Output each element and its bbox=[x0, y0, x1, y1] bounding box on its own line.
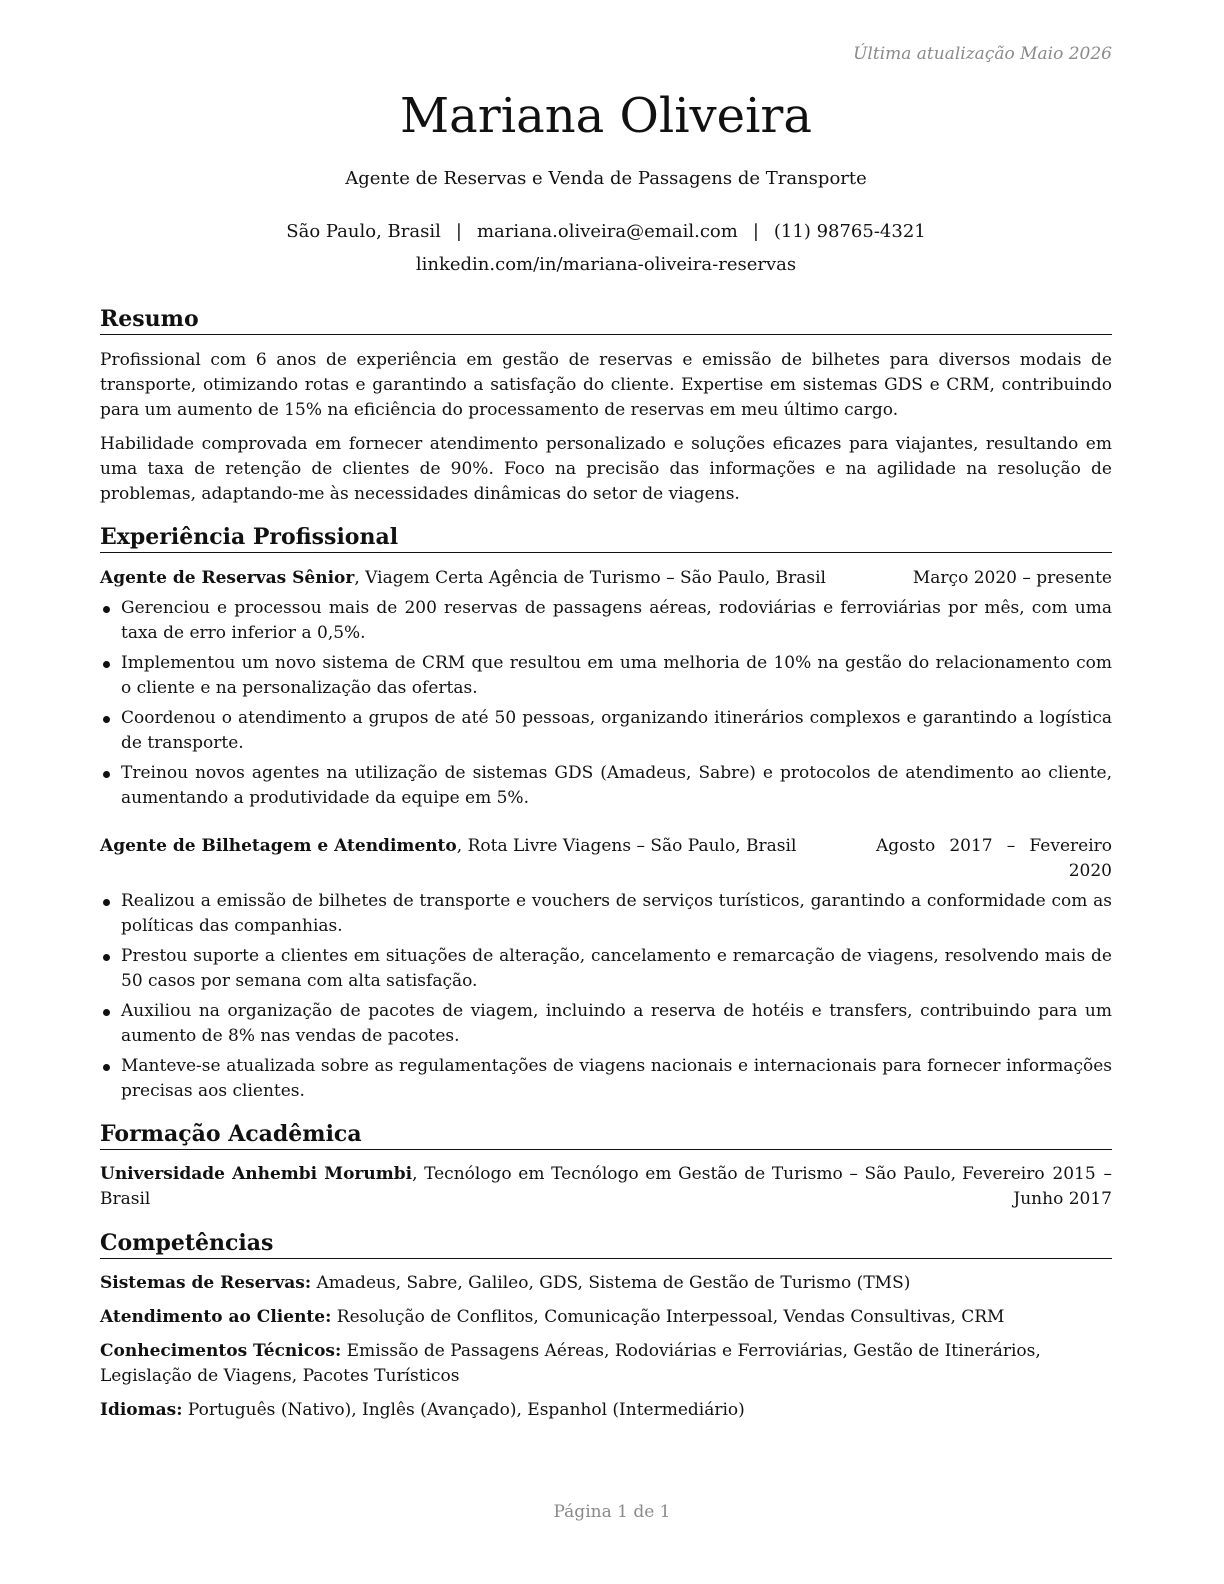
list-item: Auxiliou na organização de pacotes de viagem, incluindo a reserva de hotéis e transfers, contribuindo para um aumento de 8% nas vendas de pacotes. bbox=[100, 999, 1112, 1049]
contact-phone: (11) 98765-4321 bbox=[773, 221, 926, 242]
job-company: , Rota Livre Viagens – São Paulo, Brasil bbox=[456, 836, 797, 856]
job-role: Agente de Bilhetagem e Atendimento bbox=[100, 836, 457, 856]
contact-line bbox=[100, 219, 1112, 245]
contact-location: São Paulo, Brasil bbox=[286, 221, 441, 242]
candidate-headline: Agente de Reservas e Venda de Passagens de Transporte bbox=[345, 168, 867, 189]
contact-separator: | bbox=[455, 221, 462, 242]
skill-label: Atendimento ao Cliente: bbox=[100, 1307, 332, 1327]
list-item: Implementou um novo sistema de CRM que resultou em uma melhoria de 10% na gestão do relacionamento com o cliente e na personalização das ofertas. bbox=[100, 651, 1112, 701]
skill-label: Idiomas: bbox=[100, 1400, 183, 1420]
bullet-icon bbox=[103, 716, 110, 723]
education-institution: Universidade Anhembi Morumbi bbox=[100, 1164, 413, 1184]
skill-value: Amadeus, Sabre, Galileo, GDS, Sistema de Gestão de Turismo (TMS) bbox=[311, 1273, 911, 1293]
job-bullets bbox=[100, 889, 1112, 1109]
list-item: Manteve-se atualizada sobre as regulamentações de viagens nacionais e internacionais para fornecer informações precisas aos clientes. bbox=[100, 1054, 1112, 1104]
job-company: , Viagem Certa Agência de Turismo – São Paulo, Brasil bbox=[354, 568, 826, 588]
contact-email[interactable]: mariana.oliveira@email.com bbox=[476, 221, 738, 242]
bullet-icon bbox=[103, 1009, 110, 1016]
job-role: Agente de Reservas Sênior bbox=[100, 568, 355, 588]
skill-row bbox=[100, 1339, 1112, 1389]
page-number: Página 1 de 1 bbox=[553, 1502, 671, 1522]
bullet-icon bbox=[103, 661, 110, 668]
bullet-icon bbox=[103, 1064, 110, 1071]
section-title-education: Formação Acadêmica bbox=[100, 1120, 1112, 1150]
skill-row bbox=[100, 1398, 1112, 1423]
section-title-experience: Experiência Profissional bbox=[100, 523, 1112, 553]
skill-row bbox=[100, 1271, 1112, 1296]
bullet-icon bbox=[103, 899, 110, 906]
skill-label: Conhecimentos Técnicos: bbox=[100, 1341, 342, 1361]
section-title-summary: Resumo bbox=[100, 305, 1112, 335]
job-dates: Agosto 2017 – Fevereiro 2020 bbox=[876, 836, 1112, 881]
skill-value: Resolução de Conflitos, Comunicação Interpessoal, Vendas Consultivas, CRM bbox=[331, 1307, 1005, 1327]
list-item: Realizou a emissão de bilhetes de transporte e vouchers de serviços turísticos, garantindo a conformidade com as políticas das companhias. bbox=[100, 889, 1112, 939]
list-item: Gerenciou e processou mais de 200 reservas de passagens aéreas, rodoviárias e ferroviárias por mês, com uma taxa de erro inferior a 0,5%. bbox=[100, 596, 1112, 646]
contact-linkedin[interactable]: linkedin.com/in/mariana-oliveira-reservas bbox=[415, 254, 797, 275]
last-updated: Última atualização Maio 2026 bbox=[853, 44, 1112, 64]
education-dates: Fevereiro 2015 – Junho 2017 bbox=[962, 1164, 1112, 1209]
bullet-icon bbox=[103, 954, 110, 961]
list-item: Treinou novos agentes na utilização de sistemas GDS (Amadeus, Sabre) e protocolos de atendimento ao cliente, aumentando a produtividade da equipe em 5%. bbox=[100, 761, 1112, 811]
skill-value: Emissão de Passagens Aéreas, Rodoviárias e Ferroviárias, Gestão de Itinerários, Legislação de Viagens, Pacotes Turísticos bbox=[100, 1341, 1041, 1386]
skill-value: Português (Nativo), Inglês (Avançado), Espanhol (Intermediário) bbox=[182, 1400, 745, 1420]
contact-separator: | bbox=[752, 221, 759, 242]
list-item: Prestou suporte a clientes em situações de alteração, cancelamento e remarcação de viagens, resolvendo mais de 50 casos por semana com alta satisfação. bbox=[100, 944, 1112, 994]
section-title-skills: Competências bbox=[100, 1229, 1112, 1259]
education-details: , Tecnólogo em Tecnólogo em Gestão de Turismo – São Paulo, Brasil bbox=[100, 1164, 956, 1209]
job-bullets bbox=[100, 596, 1112, 816]
summary-paragraph: Profissional com 6 anos de experiência em gestão de reservas e emissão de bilhetes para diversos modais de transporte, otimizando rotas e garantindo a satisfação do cliente. Expertise em sistemas GDS e CRM, contribuindo para um aumento de 15% na eficiência do processamento de reservas em meu último cargo. bbox=[100, 350, 1112, 420]
candidate-name: Mariana Oliveira bbox=[400, 88, 812, 144]
job-dates: Março 2020 – presente bbox=[912, 568, 1112, 588]
list-item: Coordenou o atendimento a grupos de até 50 pessoas, organizando itinerários complexos e garantindo a logística de transporte. bbox=[100, 706, 1112, 756]
skill-row bbox=[100, 1305, 1112, 1330]
skill-label: Sistemas de Reservas: bbox=[100, 1273, 312, 1293]
bullet-icon bbox=[103, 771, 110, 778]
bullet-icon bbox=[103, 606, 110, 613]
summary-paragraph: Habilidade comprovada em fornecer atendimento personalizado e soluções eficazes para viajantes, resultando em uma taxa de retenção de clientes de 90%. Foco na precisão das informações e na agilidade na resolução de problemas, adaptando-me às necessidades dinâmicas do setor de viagens. bbox=[100, 434, 1112, 504]
